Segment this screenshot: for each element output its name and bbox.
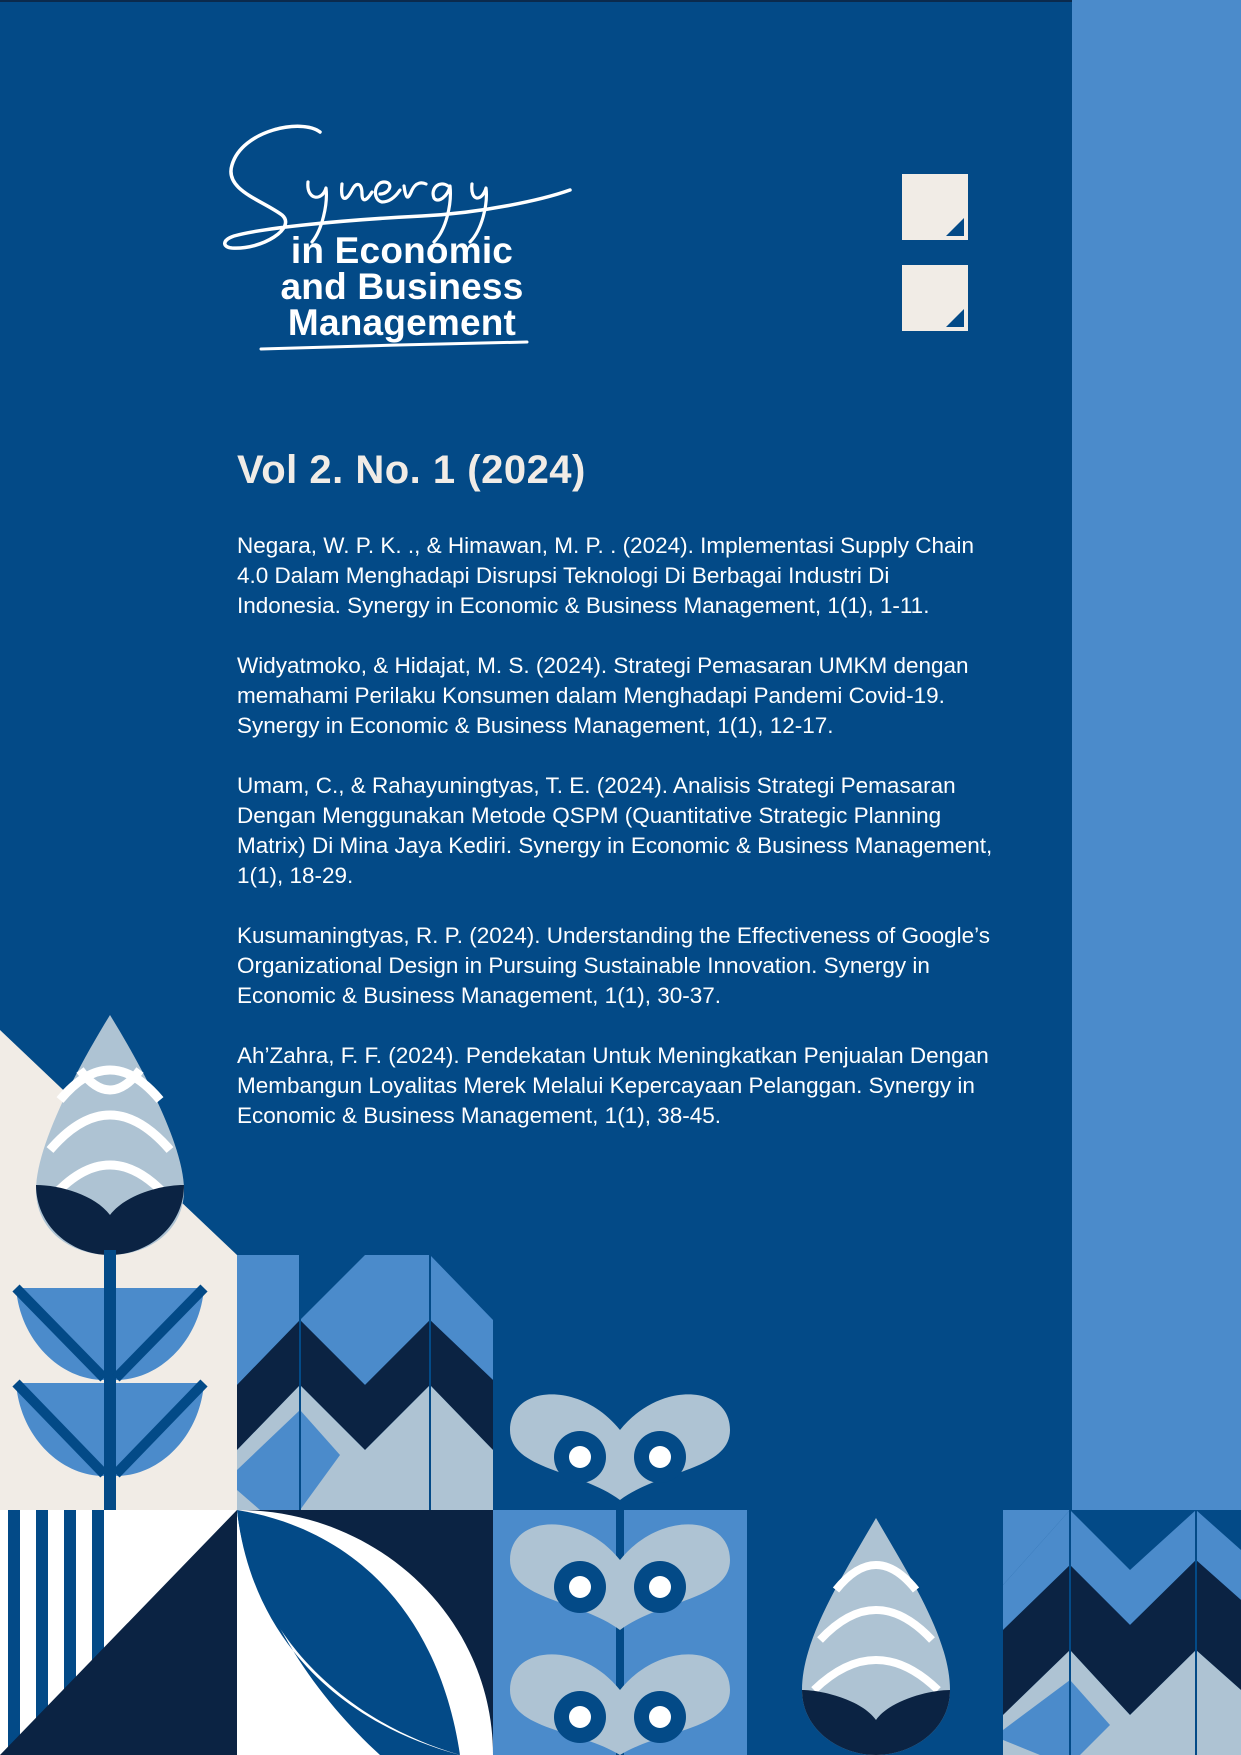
journal-logo [222, 120, 582, 360]
page-corner-icon [902, 265, 968, 331]
logo-underline [259, 339, 529, 353]
journal-title-line-3: Management [287, 302, 517, 343]
reference-item: Ah’Zahra, F. F. (2024). Pendekatan Untuk Meningkatkan Penjualan Dengan Membangun Loyalitas Merek Melalui Kepercayaan Pelanggan. Synergy in Economic & Business Management, 1(1), 38-45. [237, 1043, 989, 1128]
reference-item: Negara, W. P. K. ., & Himawan, M. P. . (2024). Implementasi Supply Chain 4.0 Dalam Menghadapi Disrupsi Teknologi Di Berbagai Industri Di Indonesia. Synergy in Economic & Business Management, 1(1), 1-11. [237, 533, 974, 618]
reference-item: Kusumaningtyas, R. P. (2024). Understanding the Effectiveness of Google’s Organizational Design in Pursuing Sustainable Innovation. Synergy in Economic & Business Management, 1(1), 30-37. [237, 923, 990, 1008]
journal-title-line-2: and Business [280, 266, 524, 307]
reference-item: Widyatmoko, & Hidajat, M. S. (2024). Strategi Pemasaran UMKM dengan memahami Perilaku Konsumen dalam Menghadapi Pandemi Covid-19. Synergy in Economic & Business Management, 1(1), 12-17. [237, 653, 969, 738]
side-stripe [1072, 0, 1241, 1510]
top-border [0, 0, 1241, 2]
issue-title: Vol 2. No. 1 (2024) [237, 448, 586, 492]
page-corner-icon [902, 174, 968, 240]
reference-list [237, 531, 997, 1161]
journal-title-line-1: in Economic [290, 230, 514, 271]
reference-item: Umam, C., & Rahayuningtyas, T. E. (2024). Analisis Strategi Pemasaran Dengan Menggunakan Metode QSPM (Quantitative Strategic Planning Matrix) Di Mina Jaya Kediri. Synergy in Economic & Business Management, 1(1), 18-29. [237, 773, 993, 888]
